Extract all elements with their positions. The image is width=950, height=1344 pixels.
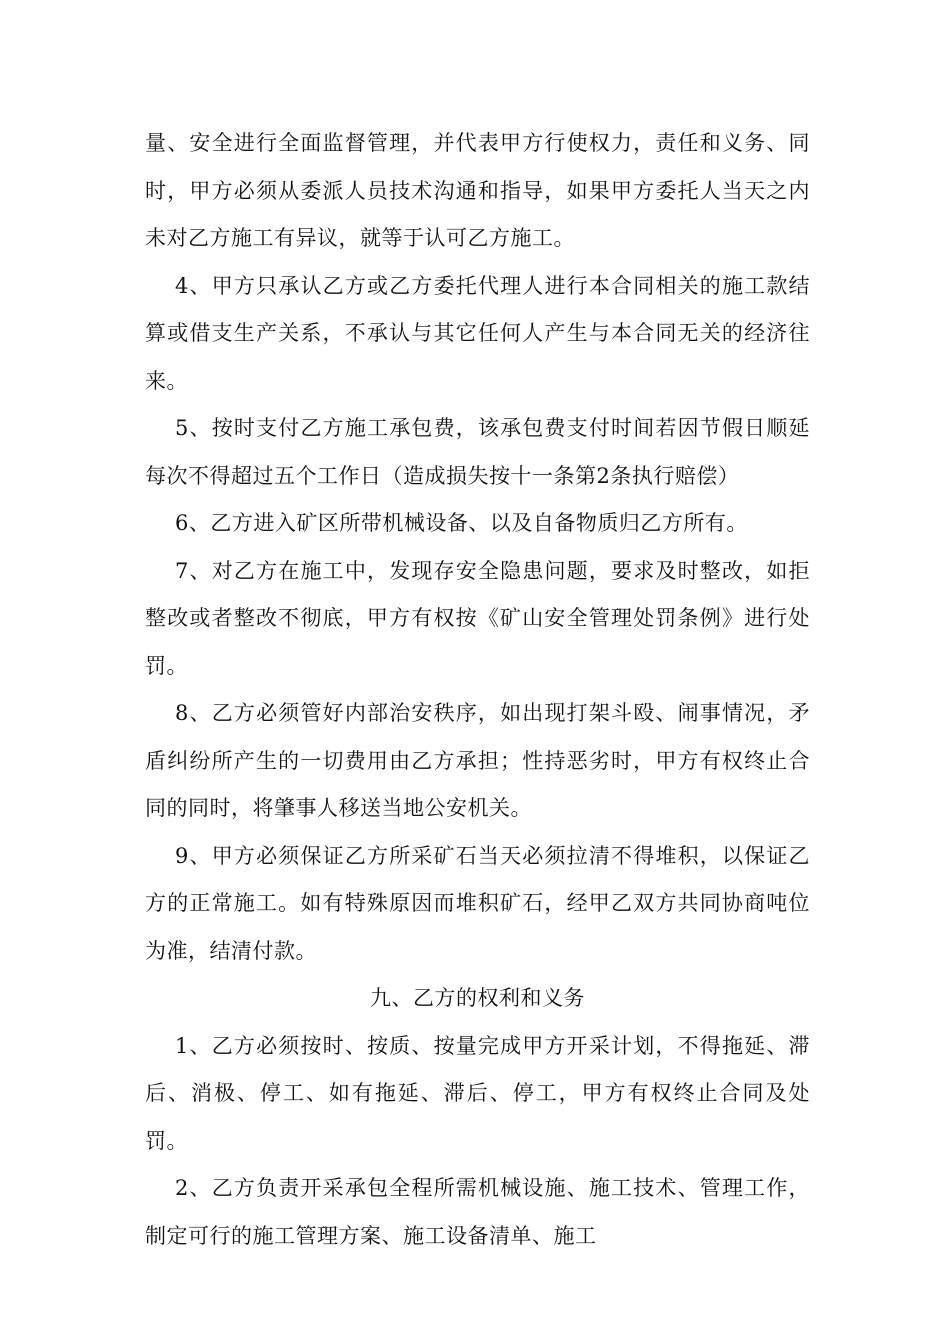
document-body: [145, 120, 810, 1260]
paragraph-continuation: 量、安全进行全面监督管理，并代表甲方行使权力，责任和义务、同时，甲方必须从委派人员技术沟通和指导，如果甲方委托人当天之内未对乙方施工有异议，就等于认可乙方施工。: [145, 131, 810, 250]
section-heading: 九、乙方的权利和义务: [370, 986, 585, 1010]
section-clause-2-paragraph: 2、乙方负责开采承包全程所需机械设施、施工技术、管理工作，制定可行的施工管理方案、施工设备清单、施工: [145, 1176, 810, 1248]
clause-8-paragraph: 8、乙方必须管好内部治安秩序，如出现打架斗殴、闹事情况，矛盾纠纷所产生的一切费用由乙方承担；性持恶劣时，甲方有权终止合同的同时，将肇事人移送当地公安机关。: [145, 701, 810, 820]
clause-7-paragraph: 7、对乙方在施工中，发现存安全隐患问题，要求及时整改，如拒整改或者整改不彻底，甲方有权按《矿山安全管理处罚条例》进行处罚。: [145, 558, 810, 678]
clause-6-paragraph: 6、乙方进入矿区所带机械设备、以及自备物质归乙方所有。: [175, 511, 748, 535]
clause-4-paragraph: 4、甲方只承认乙方或乙方委托代理人进行本合同相关的施工款结算或借支生产关系，不承认与其它任何人产生与本合同无关的经济往来。: [145, 273, 810, 393]
section-clause-1-paragraph: 1、乙方必须按时、按质、按量完成甲方开采计划，不得拖延、滞后、消极、停工、如有拖延、滞后、停工，甲方有权终止合同及处罚。: [145, 1033, 810, 1153]
clause-5-paragraph: 5、按时支付乙方施工承包费，该承包费支付时间若因节假日顺延每次不得超过五个工作日（造成损失按十一条第2条执行赔偿）: [145, 416, 810, 488]
clause-9-paragraph: 9、甲方必须保证乙方所采矿石当天必须拉清不得堆积，以保证乙方的正常施工。如有特殊原因而堆积矿石，经甲乙双方共同协商吨位为准，结清付款。: [145, 843, 810, 963]
